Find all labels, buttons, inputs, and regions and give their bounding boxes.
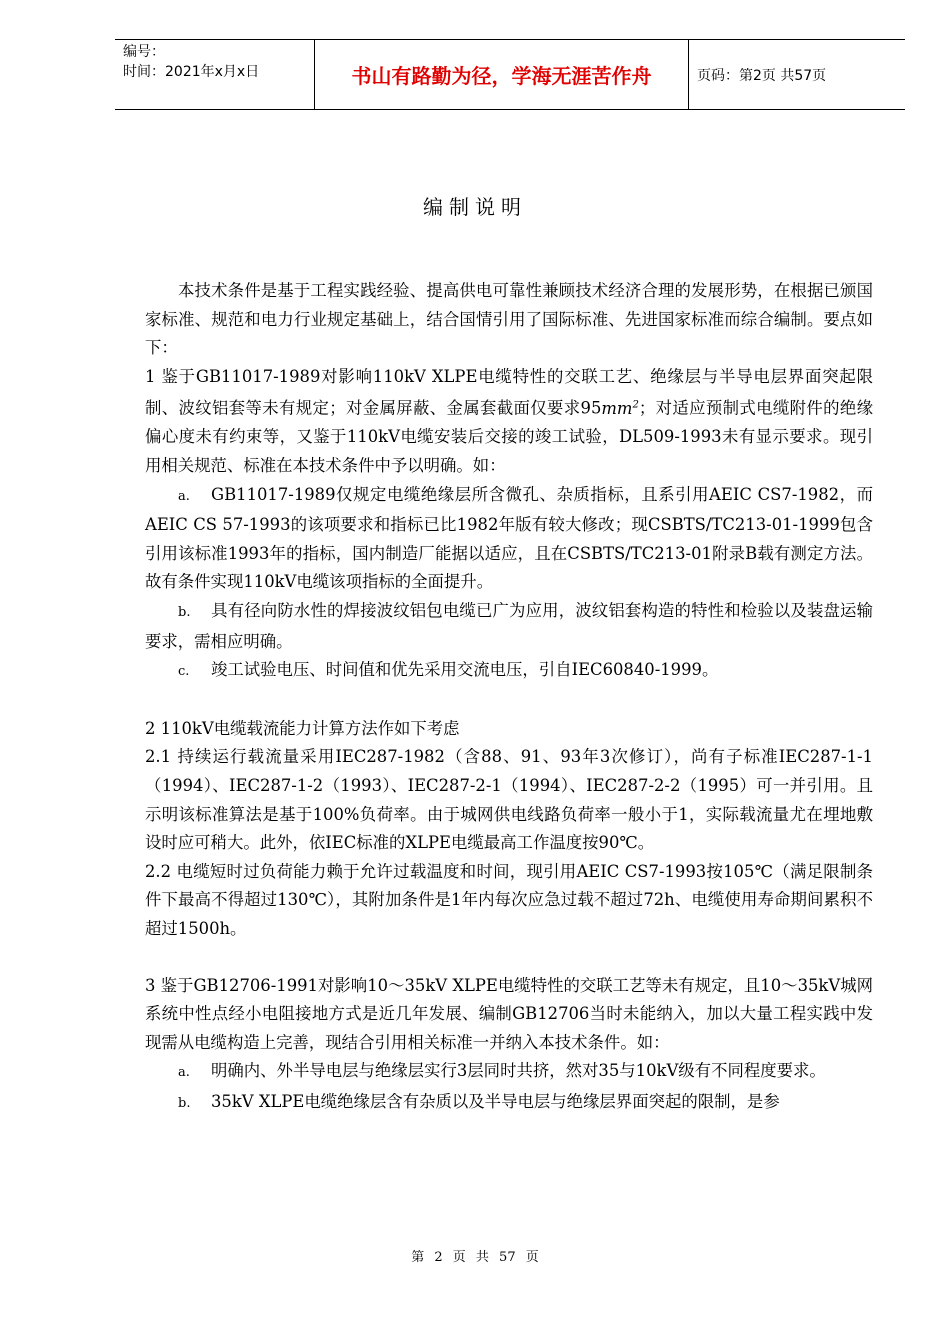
- page-title: 编制说明: [423, 195, 527, 219]
- section-2-1-paragraph: 2.1 持续运行载流量采用IEC287-1982（含88、91、93年3次修订），尚有子标准IEC287-1-1（1994）、IEC287-1-2（1993）、IEC287-2-1（1994）、IEC287-2-2（1995）可一并引用。且示明该标准算法是基于100%负荷率。由于城网供电线路负荷率一般小于1，实际载流量尤在埋地敷设时应可稍大。此外，依IEC标准的XLPE电缆最高工作温度按90℃。: [145, 747, 873, 853]
- item-c-text: 竣工试验电压、时间值和优先采用交流电压，引自IEC60840-1999。: [211, 660, 719, 680]
- section-1-paragraph: [145, 363, 873, 481]
- item-c-label: c.: [178, 664, 190, 680]
- item-a-text: 明确内、外半导电层与绝缘层实行3层同时共挤，然对35与10kV级有不同程度要求。: [211, 1061, 826, 1081]
- section-3-item-b: [145, 1088, 873, 1119]
- spacer: [145, 944, 873, 972]
- item-b-label: b.: [178, 605, 191, 620]
- item-a-text: GB11017-1989仅规定电缆绝缘层所含微孔、杂质指标，且系引用AEIC CS7-1982，而AEIC CS 57-1993的该项要求和指标已比1982年版有较大修改；现CSBTS/TC213-01-1999包含引用该标准1993年的指标，国内制造厂能据以适应，且在CSBTS/TC213-01附录B载有测定方法。故有条件实现110kV电缆该项指标的全面提升。: [145, 484, 873, 592]
- section-3-item-a: [145, 1057, 873, 1088]
- section-1-text-a: 1 鉴于GB11017-1989对影响110kV XLPE电缆特性的交联工艺、绝缘层与半导电层界面突起限制、波纹铝套等未有规定；对金属屏蔽、金属套截面仅要求95: [145, 366, 873, 418]
- unit-superscript: 2: [632, 399, 639, 411]
- document-time-label: 时间：2021年x月x日: [123, 64, 260, 80]
- item-b-text: 具有径向防水性的焊接波纹铝包电缆已广为应用，波纹铝套构造的特性和检验以及装盘运输要求，需相应明确。: [145, 601, 873, 651]
- item-a-label: a.: [178, 1065, 190, 1081]
- section-2-2-paragraph: 2.2 电缆短时过负荷能力赖于允许过载温度和时间，现引用AEIC CS7-1993按105℃（满足限制条件下最高不得超过130℃），其附加条件是1年内每次应急过载不超过72h、电缆使用寿命期间累积不超过1500h。: [145, 861, 873, 938]
- unit-mm: mm: [601, 398, 633, 418]
- document-body: [145, 277, 873, 1119]
- page-footer: 第 2 页 共 57 页: [411, 1250, 539, 1265]
- section-1-item-c: [145, 656, 873, 687]
- spacer: [145, 687, 873, 715]
- header-page-label: 页码：第2页 共57页: [697, 67, 827, 84]
- section-1-item-b: [145, 597, 873, 656]
- section-2-heading: 2 110kV电缆载流能力计算方法作如下考虑: [145, 718, 460, 738]
- header-meta-cell: [115, 40, 315, 109]
- document-number-label: 编号：: [123, 44, 165, 60]
- section-1-text-b: ；对适应预制式电缆附件的绝缘偏心度未有约束等，又鉴于110kV电缆安装后交接的竣工试验，DL509-1993未有显示要求。现引用相关规范、标准在本技术条件中予以明确。如：: [145, 398, 874, 476]
- item-b-label: b.: [178, 1095, 191, 1111]
- item-b-text: 35kV XLPE电缆绝缘层含有杂质以及半导电层与绝缘层界面突起的限制，是参: [211, 1091, 780, 1111]
- unit-mm2: [601, 399, 638, 418]
- header-motto: 书山有路勤为径，学海无涯苦作舟: [315, 40, 689, 109]
- intro-paragraph: 本技术条件是基于工程实践经验、提高供电可靠性兼顾技术经济合理的发展形势，在根据已颁国家标准、规范和电力行业规定基础上，结合国情引用了国际标准、先进国家标准而综合编制。要点如下：: [145, 281, 873, 358]
- section-1-item-a: [145, 481, 873, 597]
- header-table: [115, 39, 905, 110]
- section-3-paragraph: 3 鉴于GB12706-1991对影响10～35kV XLPE电缆特性的交联工艺等未有规定，且10～35kV城网系统中性点经小电阻接地方式是近几年发展、编制GB12706当时未能纳入，加以大量工程实践中发现需从电缆构造上完善，现结合引用相关标准一并纳入本技术条件。如：: [145, 975, 873, 1052]
- item-a-label: a.: [178, 488, 190, 504]
